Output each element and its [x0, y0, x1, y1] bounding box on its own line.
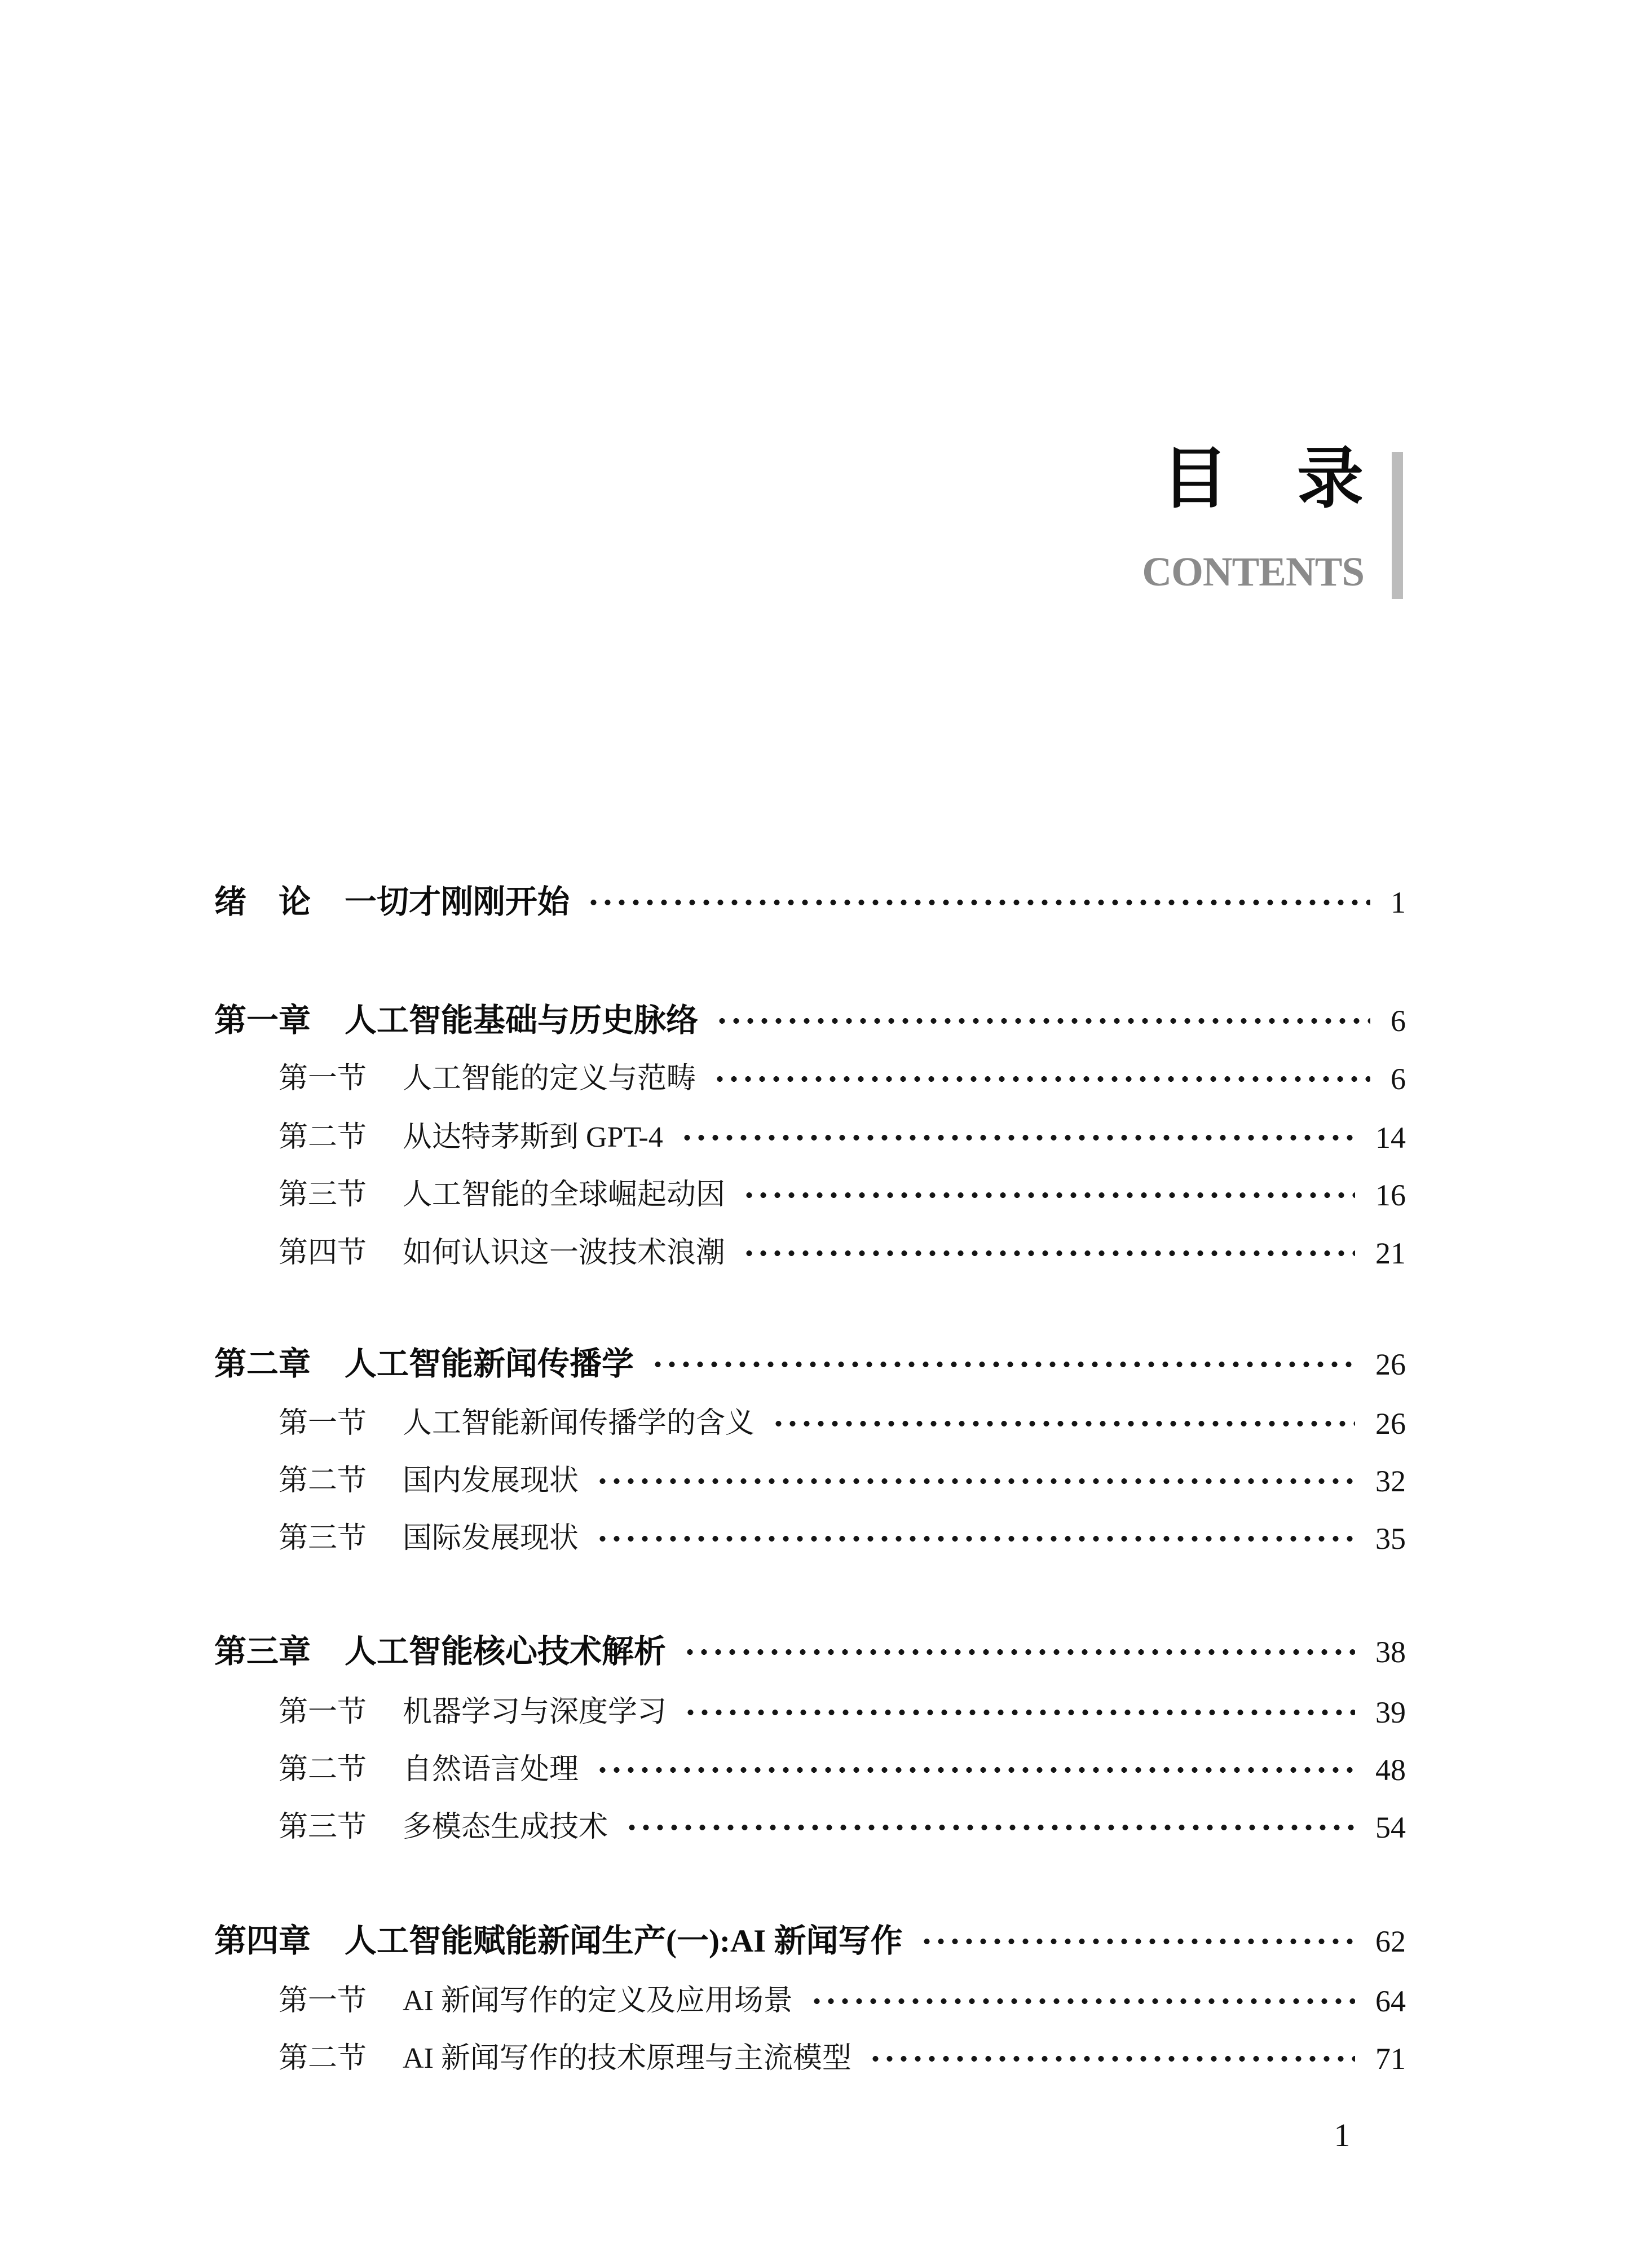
toc-entry: [279, 1461, 1406, 1501]
toc-entry: [279, 1750, 1406, 1790]
toc-entry-page: 16: [1375, 1178, 1406, 1212]
toc-entry-page: 1: [1391, 885, 1406, 919]
toc-entry-title: 人工智能赋能新闻生产(一):AI 新闻写作: [345, 1923, 903, 1959]
toc-dot-leader: [771, 1420, 1355, 1427]
toc-entry-label: 第一章: [214, 1003, 311, 1039]
toc-entry-title: 一切才刚刚开始: [345, 884, 570, 921]
toc-dot-leader: [595, 1767, 1355, 1773]
toc-entry-page: 35: [1375, 1521, 1406, 1556]
toc-entry: [214, 1632, 1406, 1672]
toc-dot-leader: [920, 1938, 1355, 1945]
toc-entry: [214, 1922, 1406, 1961]
toc-entry: [279, 1118, 1406, 1157]
toc-entry-title: 人工智能基础与历史脉络: [345, 1003, 698, 1039]
toc-entry-page: 54: [1375, 1810, 1406, 1844]
contents-subtitle: CONTENTS: [1142, 549, 1364, 594]
page-title-char-first: 目: [1162, 442, 1229, 516]
toc-dot-leader: [625, 1824, 1355, 1831]
toc-entry: [279, 1059, 1406, 1099]
toc-dot-leader: [683, 1709, 1355, 1716]
toc-dot-leader: [586, 899, 1370, 906]
toc-entry-label: 绪 论: [214, 884, 311, 921]
toc-dot-leader: [683, 1649, 1355, 1655]
toc-entry-page: 21: [1375, 1236, 1406, 1270]
toc-entry-label: 第一节: [279, 1696, 367, 1729]
toc-dot-leader: [742, 1192, 1355, 1199]
toc-entry-label: 第四章: [214, 1923, 311, 1959]
toc-entry: [279, 2039, 1406, 2078]
toc-dot-leader: [651, 1361, 1355, 1368]
toc-entry-page: 48: [1375, 1752, 1406, 1787]
toc-dot-leader: [715, 1018, 1370, 1024]
toc-entry-label: 第一节: [279, 1985, 367, 2018]
toc-entry: [279, 1693, 1406, 1732]
page-number: 1: [1334, 2117, 1351, 2154]
toc-entry-label: 第一节: [279, 1407, 367, 1440]
toc-entry-label: 第四节: [279, 1237, 367, 1270]
toc-entry-label: 第三节: [279, 1179, 367, 1212]
toc-entry-title: 从达特茅斯到 GPT-4: [403, 1121, 663, 1154]
toc-entry-label: 第二节: [279, 1754, 367, 1786]
toc-entry-page: 71: [1375, 2041, 1406, 2076]
toc-entry-page: 39: [1375, 1695, 1406, 1729]
toc-dot-leader: [595, 1535, 1355, 1542]
toc-entry-label: 第二节: [279, 1121, 367, 1154]
toc-entry-page: 62: [1375, 1924, 1406, 1958]
toc-entry-title: 人工智能的全球崛起动因: [403, 1179, 726, 1212]
toc-entry-title: 如何认识这一波技术浪潮: [403, 1237, 726, 1270]
toc-entry-title: AI 新闻写作的定义及应用场景: [403, 1985, 793, 2018]
toc-entry-title: 机器学习与深度学习: [403, 1696, 667, 1729]
toc-entry-label: 第二章: [214, 1346, 311, 1382]
page-title: [1162, 442, 1364, 516]
toc-entry-page: 6: [1391, 1003, 1406, 1038]
toc-entry-title: 国内发展现状: [403, 1465, 579, 1498]
toc-entry-page: 32: [1375, 1464, 1406, 1498]
toc-entry-label: 第一节: [279, 1063, 367, 1095]
toc-entry: [279, 1808, 1406, 1847]
toc-entry-page: 6: [1391, 1062, 1406, 1096]
toc-entry-label: 第二节: [279, 2042, 367, 2075]
toc-entry-label: 第三章: [214, 1634, 311, 1670]
toc-entry-title: AI 新闻写作的技术原理与主流模型: [403, 2042, 851, 2075]
toc-entry: [279, 1234, 1406, 1273]
toc-dot-leader: [713, 1076, 1370, 1082]
toc-entry-label: 第三节: [279, 1811, 367, 1844]
toc-entry-title: 人工智能新闻传播学: [345, 1346, 634, 1382]
toc-entry: [214, 1345, 1406, 1384]
toc-entry-title: 自然语言处理: [403, 1754, 579, 1786]
title-accent-bar: [1392, 452, 1403, 599]
toc-entry-page: 26: [1375, 1347, 1406, 1381]
toc-dot-leader: [595, 1478, 1355, 1485]
toc-dot-leader: [742, 1250, 1355, 1257]
toc-entry: [279, 1175, 1406, 1215]
toc-entry-page: 38: [1375, 1635, 1406, 1669]
toc-dot-leader: [680, 1134, 1355, 1141]
toc-entry-title: 国际发展现状: [403, 1522, 579, 1555]
toc-entry: [214, 1001, 1406, 1041]
toc-entry-label: 第二节: [279, 1465, 367, 1498]
toc-dot-leader: [868, 2055, 1355, 2062]
page-title-char-second: 录: [1296, 442, 1364, 516]
toc-entry: [279, 1404, 1406, 1443]
toc-entry-page: 64: [1375, 1984, 1406, 2018]
toc-entry-page: 14: [1375, 1120, 1406, 1155]
toc-dot-leader: [810, 1998, 1355, 2005]
toc-entry-title: 多模态生成技术: [403, 1811, 608, 1844]
toc-entry-page: 26: [1375, 1406, 1406, 1441]
toc-entry-title: 人工智能核心技术解析: [345, 1634, 666, 1670]
toc-entry-label: 第三节: [279, 1522, 367, 1555]
toc-entry-title: 人工智能新闻传播学的含义: [403, 1407, 755, 1440]
toc-entry: [214, 883, 1406, 922]
toc-entry-title: 人工智能的定义与范畴: [403, 1063, 696, 1095]
toc-entry: [279, 1519, 1406, 1558]
toc-entry: [279, 1981, 1406, 2021]
